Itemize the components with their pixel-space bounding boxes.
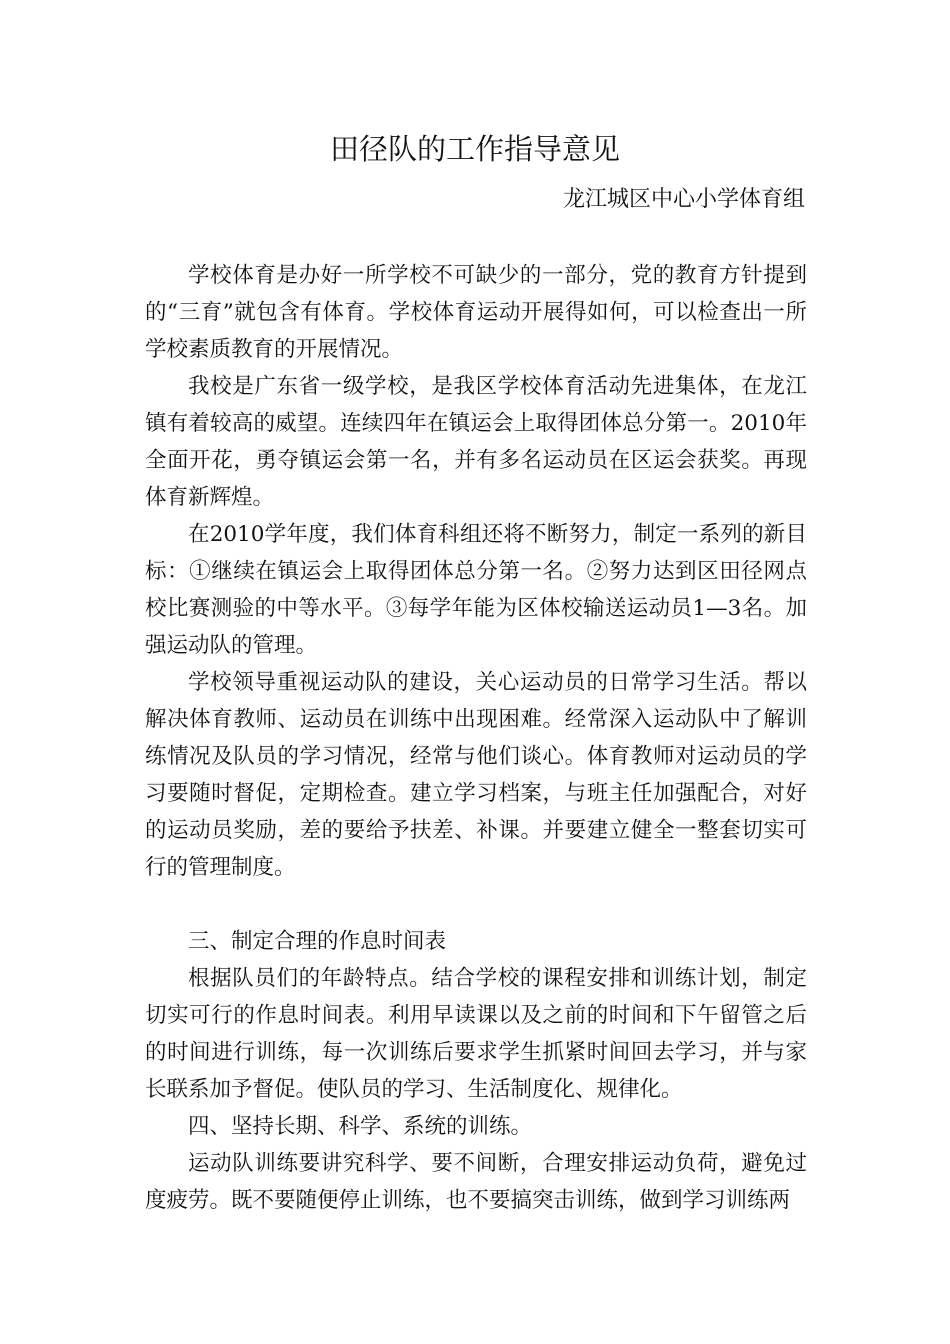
paragraph-1: 学校体育是办好一所学校不可缺少的一部分，党的教育方针提到的“三育”就包含有体育。学校体育运动开展得如何，可以检查出一所学校素质教育的开展情况。	[145, 263, 807, 362]
section-heading-4: 四、坚持长期、科学、系统的训练。	[188, 1114, 533, 1139]
paragraph-2: 我校是广东省一级学校，是我区学校体育活动先进集体，在龙江镇有着较高的威望。连续四年在镇运会上取得团体总分第一。2010年全面开花，勇夺镇运会第一名，并有多名运动员在区运会获奖。再现体育新辉煌。	[145, 374, 807, 510]
paragraph-3: 在2010学年度，我们体育科组还将不断努力，制定一系列的新目标：①继续在镇运会上取得团体总分第一名。②努力达到区田径网点校比赛测验的中等水平。③每学年能为区体校输送运动员1—3名。加强运动队的管理。	[145, 522, 807, 658]
paragraph-5: 根据队员们的年龄特点。结合学校的课程安排和训练计划，制定切实可行的作息时间表。利用早读课以及之前的时间和下午留管之后的时间进行训练，每一次训练后要求学生抓紧时间回去学习，并与家长联系加予督促。使队员的学习、生活制度化、规律化。	[145, 966, 807, 1102]
paragraph-6: 运动队训练要讲究科学、要不间断，合理安排运动负荷，避免过度疲劳。既不要随便停止训练，也不要搞突击训练，做到学习训练两	[145, 1151, 807, 1213]
blank-line	[145, 886, 807, 923]
document-author: 龙江城区中心小学体育组	[562, 187, 805, 212]
document-body	[145, 257, 807, 1219]
paragraph-4: 学校领导重视运动队的建设，关心运动员的日常学习生活。帮以解决体育教师、运动员在训练中出现困难。经常深入运动队中了解训练情况及队员的学习情况，经常与他们谈心。体育教师对运动员的学习要随时督促，定期检查。建立学习档案，与班主任加强配合，对好的运动员奖励，差的要给予扶差、补课。并要建立健全一整套切实可行的管理制度。	[145, 670, 807, 880]
document-title: 田径队的工作指导意见	[329, 132, 620, 166]
section-heading-3: 三、制定合理的作息时间表	[188, 929, 447, 954]
